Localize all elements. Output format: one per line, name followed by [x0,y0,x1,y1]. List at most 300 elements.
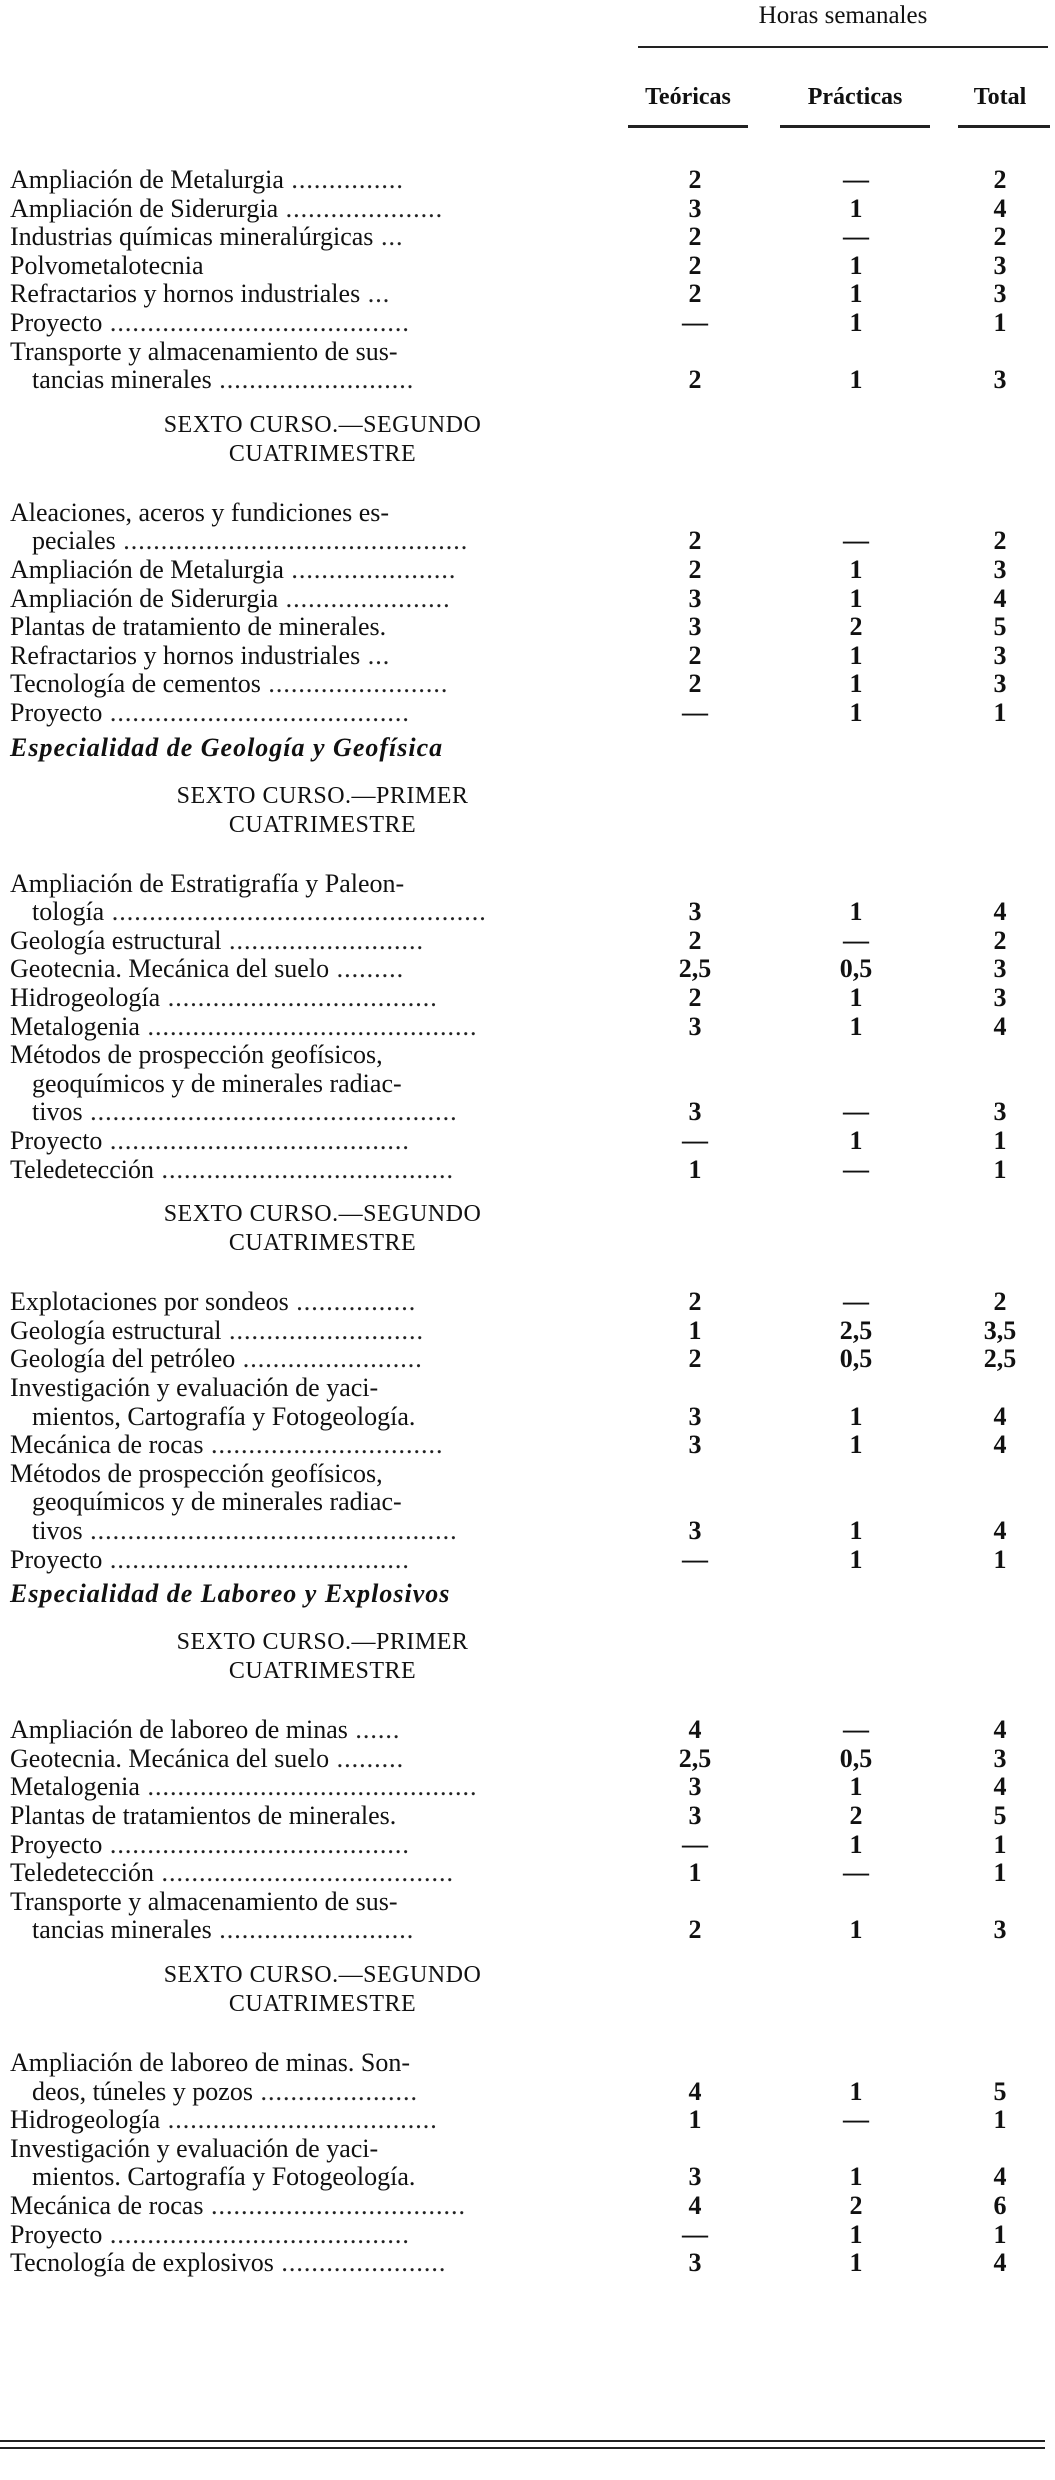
subject-name [10,1373,635,1403]
subject-label: Ampliación de laboreo de minas. Son- [10,2048,411,2077]
table-row [10,2191,1050,2221]
hours-teoricas: 2 [688,640,702,670]
hours-practicas: 1 [849,2248,863,2278]
hours-practicas: 1 [849,583,863,613]
hours-total: 1 [993,1858,1007,1888]
table-row [10,1772,1050,1802]
dot-leader: .............................................. [115,526,469,556]
subject-name [10,2191,635,2221]
hours-teoricas: — [682,1544,708,1574]
hours-teoricas: — [682,2219,708,2249]
table-row [10,1430,1050,1460]
hours-practicas: 1 [849,308,863,337]
subject-name [32,526,635,556]
table-row [10,1516,1050,1546]
hours-total: 4 [993,1516,1007,1545]
table-row [10,365,1050,395]
section-heading: SEXTO CURSO.—SEGUNDO [163,1201,482,1228]
table-row [10,1887,1050,1917]
hours-practicas: — [843,925,869,955]
subject-label: Mecánica de rocas [10,2191,204,2220]
hours-practicas: 1 [849,193,863,223]
subject-label: Proyecto [10,2219,103,2249]
table-row [10,584,1050,614]
subject-label: Ampliación de Siderurgia [10,193,279,223]
subject-name [10,669,635,699]
subject-name [10,2220,635,2250]
hours-teoricas: 2 [688,222,702,252]
subject-label: tancias minerales [32,365,212,395]
hours-total: 4 [993,1011,1007,1041]
dot-leader: ...................... [278,583,451,613]
subject-label: Teledetección [10,1858,154,1888]
hours-practicas: 0,5 [839,1344,873,1374]
table-row [10,1316,1050,1346]
hours-total: 4 [993,583,1007,613]
hours-teoricas: 1 [688,1315,702,1345]
dot-leader: .......................... [211,365,415,395]
hours-teoricas: 1 [688,2105,702,2135]
table-row [10,555,1050,585]
hours-practicas: 1 [849,1516,863,1545]
hours-teoricas: 2 [688,250,702,280]
hours-total: 3 [993,954,1007,984]
subject-label: mientos. Cartografía y Fotogeología. [32,2162,416,2192]
hours-teoricas: 2 [688,1287,702,1317]
dot-leader: .................................... [160,983,438,1012]
subject-name [10,698,635,728]
subject-name [10,1715,635,1745]
subject-label: Polvometalotecnia [10,250,204,280]
hours-practicas: 2,5 [839,1315,873,1345]
hours-practicas: 1 [849,1544,863,1574]
table-row [10,1459,1050,1489]
subject-label: Refractarios y hornos industriales [10,279,361,309]
subject-name [10,555,635,585]
hours-total: 1 [993,1544,1007,1574]
hours-teoricas: — [682,1829,708,1859]
bottom-rule-2 [0,2447,1045,2449]
hours-total: 3 [993,555,1007,584]
subject-label: mientos, Cartografía y Fotogeología. [32,1401,416,1431]
subject-name [10,2248,635,2278]
dot-leader: ........................................ [102,2219,410,2249]
table-row [10,2105,1050,2135]
subject-name [10,2134,635,2164]
hours-practicas: 0,5 [839,1743,873,1773]
subject-label: Proyecto [10,1829,103,1859]
hours-practicas: 1 [849,279,863,309]
hours-teoricas: 3 [688,1401,702,1431]
subject-name [10,1040,635,1070]
hours-total: 3 [993,1743,1007,1773]
hours-practicas: 1 [849,897,863,927]
table-row [10,1126,1050,1156]
subject-label: Teledetección [10,1154,154,1184]
dot-leader: .......................... [221,1315,425,1345]
subject-label: Métodos de prospección geofísicos, [10,1040,383,1070]
table-row [10,641,1050,671]
hours-total: 3 [993,983,1007,1012]
column-header-total: Total [973,84,1027,110]
hours-total: 4 [993,1401,1007,1431]
hours-practicas: 1 [849,1430,863,1460]
subject-name [10,1430,635,1460]
hours-practicas: 1 [849,983,863,1012]
table-row [10,498,1050,528]
subject-name [10,1772,635,1802]
hours-total: 2,5 [983,1344,1017,1374]
hours-practicas: — [843,165,869,194]
subject-name [32,1097,635,1127]
table-row [10,308,1050,338]
hours-total: 1 [993,1829,1007,1859]
hours-teoricas: 3 [688,1097,702,1127]
hours-total: 3 [993,365,1007,395]
section-heading: CUATRIMESTRE [228,1991,417,2017]
hours-total: 1 [993,2219,1007,2249]
dot-leader: ........................................ [102,1126,410,1155]
table-row [10,2134,1050,2164]
dot-leader: ........................................ [102,698,410,727]
hours-total: 4 [993,1715,1007,1745]
hours-teoricas: — [682,308,708,337]
hours-total: 3 [993,669,1007,699]
subject-name [10,308,635,338]
hours-teoricas: 2 [688,669,702,699]
hours-total: 2 [993,526,1007,556]
subject-name [10,337,635,367]
hours-teoricas: 2 [688,925,702,955]
hours-total: 3 [993,640,1007,670]
hours-total: 4 [993,2248,1007,2278]
subject-label: Plantas de tratamiento de minerales. [10,612,387,642]
subject-label: Transporte y almacenamiento de sus- [10,1886,398,1916]
dot-leader: ........................ [235,1344,423,1374]
subject-label: Proyecto [10,1126,103,1155]
hours-teoricas: 3 [688,2162,702,2192]
subject-label: Ampliación de Metalurgia [10,555,284,584]
table-row [10,1040,1050,1070]
subject-label: Investigación y evaluación de yaci- [10,2133,379,2163]
subject-label: tivos [32,1097,83,1127]
hours-teoricas: 3 [688,2248,702,2278]
table-row [10,698,1050,728]
table-row [10,279,1050,309]
dot-leader: ........................................ [102,308,410,337]
subject-name [10,954,635,984]
table-row [10,1012,1050,1042]
dot-leader: ................................................. [82,1097,458,1127]
hours-teoricas: 2 [688,365,702,395]
hours-teoricas: 2,5 [678,1743,712,1773]
hours-teoricas: 3 [688,583,702,613]
subject-name [10,1744,635,1774]
section-heading: CUATRIMESTRE [228,1658,417,1685]
subject-name [32,1516,635,1546]
dot-leader: ... [360,279,391,309]
hours-practicas: — [843,222,869,252]
hours-total: 1 [993,1126,1007,1155]
hours-teoricas: 3 [688,1430,702,1460]
hours-practicas: 1 [849,365,863,395]
section-heading: SEXTO CURSO.—SEGUNDO [163,1962,482,1988]
subject-label: Hidrogeología [10,2105,161,2135]
dot-leader: ......... [329,954,405,984]
hours-total: 4 [993,1430,1007,1460]
section-heading: SEXTO CURSO.—SEGUNDO [163,411,482,438]
dot-leader: .................................... [160,2105,438,2135]
hours-teoricas: 3 [688,612,702,642]
subject-label: tancias minerales [32,1915,212,1945]
hours-teoricas: 3 [688,1801,702,1830]
subject-label: Ampliación de Siderurgia [10,583,279,613]
hours-total: 2 [993,165,1007,194]
hours-total: 4 [993,193,1007,223]
subject-name [10,1858,635,1888]
hours-teoricas: 2,5 [678,954,712,984]
section-heading: CUATRIMESTRE [228,440,417,467]
subject-label: Mecánica de rocas [10,1430,204,1460]
hours-practicas: — [843,2105,869,2135]
hours-teoricas: 2 [688,1344,702,1374]
hours-practicas: — [843,1858,869,1888]
hours-practicas: 1 [849,250,863,280]
subject-name [10,2048,635,2078]
subject-label: Proyecto [10,698,103,727]
hours-teoricas: 2 [688,165,702,194]
subject-name [32,1915,635,1945]
subject-label: Proyecto [10,1544,103,1574]
dot-leader: ...................... [273,2248,447,2278]
hours-total: 4 [993,1772,1007,1802]
subject-name [10,251,635,281]
hours-practicas: — [843,1154,869,1184]
table-row [10,1344,1050,1374]
subject-label: Explotaciones por sondeos [10,1287,289,1317]
table-row [10,1287,1050,1317]
dot-leader: ....................................... [153,1858,454,1888]
subject-label: Tecnología de explosivos [10,2248,274,2278]
subject-label: Métodos de prospección geofísicos, [10,1458,383,1488]
hours-teoricas: 1 [688,1154,702,1184]
table-row [10,2248,1050,2278]
subject-label: Proyecto [10,308,103,337]
hours-practicas: 2 [849,2191,863,2220]
hours-practicas: 1 [849,1915,863,1945]
table-row [10,954,1050,984]
hours-practicas: 2 [849,612,863,642]
hours-total: 6 [993,2191,1007,2220]
hours-teoricas: 3 [688,897,702,927]
hours-total: 3 [993,279,1007,309]
dot-leader: .................................................. [104,897,487,927]
table-row [10,1915,1050,1945]
table-row [10,2048,1050,2078]
dot-leader: ..................... [252,2076,418,2106]
hours-group-header: Horas semanales [758,2,928,29]
table-row [10,983,1050,1013]
column-rule-teoricas [628,125,748,128]
dot-leader: ... [373,222,404,252]
hours-teoricas: 3 [688,193,702,223]
subject-label: Ampliación de Metalurgia [10,165,284,194]
subject-name [10,983,635,1013]
table-row [10,926,1050,956]
subject-label: Metalogenia [10,1772,140,1802]
hours-total: 3,5 [983,1315,1017,1345]
hours-teoricas: 2 [688,526,702,556]
table-row [10,251,1050,281]
hours-teoricas: 1 [688,1858,702,1888]
subject-name [10,612,635,642]
table-row [10,1744,1050,1774]
hours-practicas: — [843,526,869,556]
section-heading: SEXTO CURSO.—PRIMER [176,1629,469,1656]
hours-practicas: 1 [849,1126,863,1155]
dot-leader: ........................................ [102,1829,410,1859]
table-row [10,1801,1050,1831]
subject-name [32,365,635,395]
subject-label: geoquímicos y de minerales radiac- [32,1487,402,1517]
dot-leader: ................................................. [82,1516,458,1545]
table-row [10,1097,1050,1127]
subject-label: Investigación y evaluación de yaci- [10,1373,379,1402]
hours-total: 4 [993,897,1007,927]
hours-total: 1 [993,2105,1007,2135]
hours-teoricas: 2 [688,555,702,584]
hours-practicas: 1 [849,669,863,699]
hours-total: 1 [993,308,1007,337]
subject-label: Plantas de tratamientos de minerales. [10,1801,397,1830]
table-row [10,1402,1050,1432]
subject-name [10,1545,635,1575]
dot-leader: ....................................... [153,1154,454,1184]
table-row [10,669,1050,699]
hours-practicas: 2 [849,1801,863,1830]
subject-name [32,2162,635,2192]
hours-teoricas: 2 [688,1915,702,1945]
section-heading: CUATRIMESTRE [228,1230,417,1257]
dot-leader: ........................................ [102,1544,410,1574]
hours-total: 3 [993,1915,1007,1945]
hours-total: 2 [993,222,1007,252]
hours-teoricas: 2 [688,983,702,1012]
hours-practicas: 1 [849,640,863,670]
dot-leader: ...... [347,1715,401,1745]
dot-leader: ... [360,640,391,670]
subject-label: Geotecnia. Mecánica del suelo [10,954,330,984]
dot-leader: ........................ [260,669,449,699]
hours-total: 5 [993,1801,1007,1830]
subject-label: tivos [32,1516,83,1545]
header-rule [638,46,1048,48]
table-row [10,1069,1050,1099]
subject-name [10,279,635,309]
subject-label: deos, túneles y pozos [32,2076,253,2106]
section-heading: SEXTO CURSO.—PRIMER [176,782,469,809]
subject-label: Geología del petróleo [10,1344,236,1374]
hours-teoricas: 4 [688,2076,702,2106]
hours-total: 1 [993,698,1007,727]
subject-label: Geotecnia. Mecánica del suelo [10,1743,330,1773]
subject-label: Ampliación de Estratigrafía y Paleon- [10,868,405,898]
hours-teoricas: 3 [688,1011,702,1041]
subject-name [32,1069,635,1099]
subject-name [10,869,635,899]
dot-leader: ................ [288,1287,417,1317]
hours-practicas: 1 [849,1011,863,1041]
dot-leader: ............................................ [139,1772,478,1802]
subject-label: Metalogenia [10,1011,140,1041]
subject-label: Ampliación de laboreo de minas [10,1715,348,1745]
hours-teoricas: 4 [688,1715,702,1745]
subject-name [10,1344,635,1374]
subject-name [10,498,635,528]
subject-name [10,1801,635,1831]
table-row [10,337,1050,367]
section-heading: CUATRIMESTRE [228,811,417,838]
hours-total: 5 [993,2076,1007,2106]
subject-label: Tecnología de cementos [10,669,261,699]
subject-label: Industrias químicas mineralúrgicas [10,222,374,252]
subject-name [10,641,635,671]
hours-total: 4 [993,2162,1007,2192]
table-row [10,194,1050,224]
table-row [10,1858,1050,1888]
subject-name [10,584,635,614]
subject-label: tología [32,897,105,927]
table-row [10,869,1050,899]
hours-practicas: 1 [849,555,863,584]
hours-practicas: 1 [849,1772,863,1802]
subject-name [10,926,635,956]
subject-label: peciales [32,526,116,556]
hours-practicas: — [843,1097,869,1127]
dot-leader: .......................... [211,1915,415,1945]
table-row [10,2077,1050,2107]
subject-name [32,897,635,927]
subject-label: Transporte y almacenamiento de sus- [10,336,398,366]
table-row [10,526,1050,556]
hours-teoricas: 3 [688,1772,702,1802]
hours-practicas: 1 [849,2162,863,2192]
subject-label: Refractarios y hornos industriales [10,640,361,670]
table-row [10,897,1050,927]
hours-total: 5 [993,612,1007,642]
table-row [10,1373,1050,1403]
subject-name [10,165,635,195]
subject-name [10,194,635,224]
hours-total: 1 [993,1154,1007,1184]
subject-name [10,1316,635,1346]
subject-name [32,2077,635,2107]
column-header-teoricas: Teóricas [645,84,731,110]
dot-leader: .......................... [221,925,425,955]
hours-total: 3 [993,250,1007,280]
subject-name [10,1126,635,1156]
subject-label: Hidrogeología [10,983,161,1012]
subject-name [10,1830,635,1860]
table-row [10,1545,1050,1575]
subject-label: Geología estructural [10,925,222,955]
dot-leader: ...................... [283,555,457,584]
dot-leader: .................................. [203,2191,466,2220]
dot-leader: ..................... [278,193,444,223]
hours-teoricas: 2 [688,279,702,309]
column-header-practicas: Prácticas [807,84,903,110]
table-row [10,612,1050,642]
